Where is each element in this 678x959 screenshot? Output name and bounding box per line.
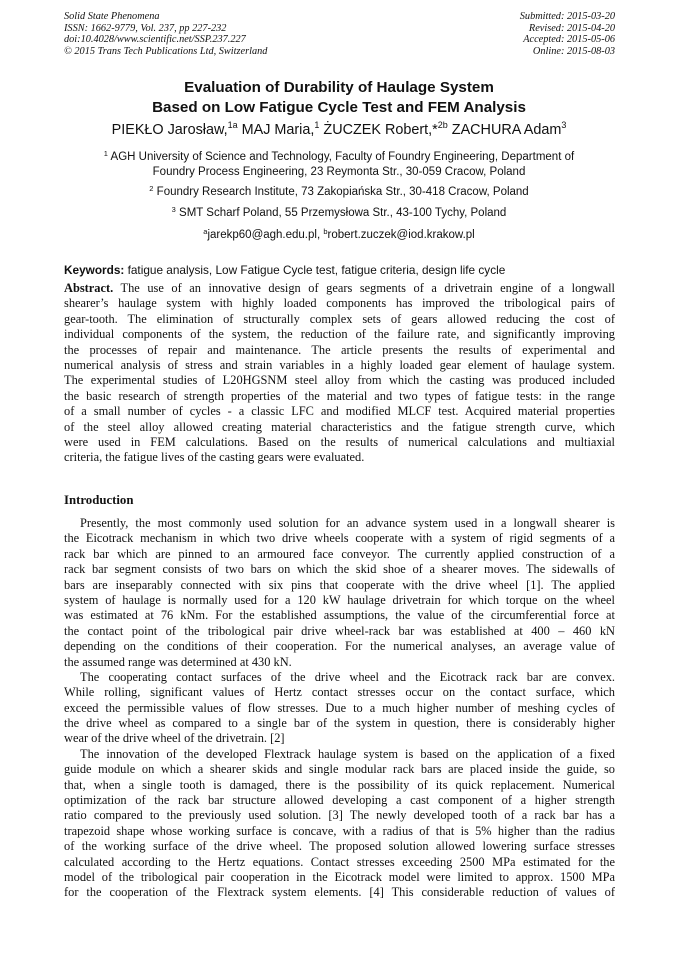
journal-header-right (520, 11, 615, 57)
paragraph-line: The cooperating contact surfaces of the drive wheel and the Eicotrack rack bar are convex. (80, 669, 615, 684)
author-affiliation-mark: 1 (314, 120, 320, 130)
email-address[interactable]: robert.zuczek@iod.krakow.pl (327, 229, 475, 241)
affiliation-1-line-1 (60, 150, 618, 165)
affiliation-3 (60, 206, 618, 221)
keywords-label: Keywords: (64, 263, 125, 277)
paragraph-line: optimization of the rack bar structure allowed developing a cast component of a higher strength (64, 793, 615, 808)
abstract-line: The experimental studies of L20HGSNM steel alloy from which the casting was produced included (64, 373, 615, 388)
paragraph-line: the Eicotrack mechanism in which two drive wheels cooperate with a system of rigid segments of a (64, 531, 615, 546)
introduction-body (64, 516, 615, 901)
affiliation-1 (60, 150, 618, 179)
paragraph-line: Presently, the most commonly used solution for an advance system used in a longwall shearer is (80, 516, 615, 530)
issn-line: ISSN: 1662-9779, Vol. 237, pp 227-232 (64, 22, 227, 34)
paragraph-line: trapezoid shape whose working surface is concave, with a radius of that is 5% higher than the radius (64, 823, 615, 838)
abstract (64, 281, 615, 466)
affiliation-text: SMT Scharf Poland, 55 Przemysłowa Str., 43-100 Tychy, Poland (175, 207, 507, 219)
paragraph-line: guide module on which a shearer skids and single modular rack bars are placed inside the guide, so (64, 762, 615, 777)
affiliation-2-line (60, 185, 618, 200)
section-heading-introduction: Introduction (64, 493, 134, 507)
paragraph-line: that, when a single tooth is damaged, there is the possibility of its quick replacement. Numerical (64, 777, 615, 792)
affiliation-text: AGH University of Science and Technology, Faculty of Foundry Engineering, Department of (107, 151, 575, 163)
abstract-line: of the steel alloy allowed creating material characteristics and the fatigue strength curve, which (64, 419, 615, 434)
paragraph-line: ratio compared to the previously used solution. [3] The newly developed tooth of a rack bar has a (64, 808, 615, 823)
author-name: ŻUCZEK Robert,* (319, 122, 438, 138)
paragraph-line: While rolling, significant values of Hertz contact stresses occur on the contact surface, which (64, 685, 615, 700)
author-name: MAJ Maria, (237, 122, 315, 138)
abstract-line: of a small number of cycles - a classic LFC and modified MLCF test. Acquired material properties (64, 404, 615, 419)
revised-date: Revised: 2015-04-20 (528, 22, 615, 34)
abstract-line-text: The use of an innovative design of gears segments of a drivetrain engine of a longwall (113, 281, 615, 295)
paragraph-line: exceed the permissible values of flow stresses. Due to a much higher number of meshing cycles of (64, 700, 615, 715)
affiliation-1-line-2: Foundry Process Engineering, 23 Reymonta Str., 30-059 Cracow, Poland (152, 165, 526, 178)
abstract-line: gear-tooth. The elimination of structurally complex sets of gears allowed reducing the cost of (64, 311, 615, 326)
title-line-1: Evaluation of Durability of Haulage System (184, 79, 494, 96)
abstract-line: the processes of repair and maintenance. The article presents the results of experimental and (64, 342, 615, 357)
affiliation-number: 3 (171, 205, 176, 214)
abstract-line (64, 281, 615, 296)
affiliation-2 (60, 185, 618, 200)
keywords-text: fatigue analysis, Low Fatigue Cycle test, fatigue criteria, design life cycle (124, 263, 506, 277)
paragraph-line: for the cooperation of the Flextrack system elements. [4] This considerable reduction of values of (64, 885, 615, 900)
title-line-2: Based on Low Fatigue Cycle Test and FEM Analysis (152, 98, 526, 116)
email-mark: b (323, 227, 328, 236)
abstract-line: numerical analysis of stress and strain variables in a highly loaded gear element of haulage system. (64, 357, 615, 372)
paragraph-line: The innovation of the developed Flextrack haulage system is based on the application of a fixed (80, 746, 615, 761)
journal-header-left (64, 11, 267, 57)
paper-title (60, 78, 618, 117)
affiliation-text: Foundry Research Institute, 73 Zakopiańska Str., 30-418 Cracow, Poland (153, 186, 529, 198)
paragraph-line: was estimated at 76 kNm. For the established assumptions, the value of the circumferential force at (64, 608, 615, 623)
paragraph-line: the drive wheel as compared to a single bar of the system in question, there is considerably higher (64, 716, 615, 731)
abstract-line: individual components of the system, the reduction of the failure rate, and significantly improving (64, 327, 615, 342)
submitted-date: Submitted: 2015-03-20 (519, 11, 615, 22)
paragraph-line: calculated according to the Hertz equations. Contact stresses exceeding 2500 MPa estimated for the (64, 854, 615, 869)
paragraph-line: of the working surface of the drive wheel. The proposed solution allowed lowering surface stresses (64, 839, 615, 854)
abstract-line: were used in FEM calculations. Based on the results of numerical calculations and multiaxial (64, 434, 615, 449)
accepted-date: Accepted: 2015-05-06 (523, 34, 615, 46)
emails-line (60, 228, 618, 243)
paragraph-line: the assumed range was determined at 430 kN. (64, 654, 292, 669)
abstract-line: criteria, the fatigue lives of the casting gears were evaluated. (64, 450, 365, 465)
paragraph-line: rack bar which are pinned to an armoured face conveyor. The currently applied construction of a (64, 546, 615, 561)
abstract-line: the basic research of strength properties of the material and two types of fatigue tests: in the range (64, 388, 615, 403)
affiliation-number: 1 (103, 149, 108, 158)
email-address[interactable]: jarekp60@agh.edu.pl, (207, 229, 324, 241)
paragraph-line: model of the tribological pair cooperation in the Eicotrack model were limited to approx. 1500 MPa (64, 869, 615, 884)
author-name: ZACHURA Adam (447, 122, 562, 138)
author-affiliation-mark: 1a (227, 120, 238, 130)
author-affiliation-mark: 3 (561, 120, 567, 130)
journal-name: Solid State Phenomena (64, 11, 160, 22)
affiliation-3-line (60, 206, 618, 221)
paragraph-line: rack bar segment consists of two bars on which the skid shoe of a shearer moves. The sidewalls of (64, 562, 615, 577)
abstract-line: shearer’s haulage system with highly loaded components has improved the tribological pairs of (64, 296, 615, 311)
author-emails (60, 228, 618, 243)
paragraph-line: depending on the conditions of their cooperation. For the numerical analyses, an average value of (64, 639, 615, 654)
author-name: PIEKŁO Jarosław, (111, 122, 228, 138)
paragraph-line: wear of the drive wheel of the drivetrain. [2] (64, 731, 285, 746)
doi-line: doi:10.4028/www.scientific.net/SSP.237.227 (64, 34, 246, 46)
abstract-label: Abstract. (64, 281, 114, 295)
email-mark: a (203, 227, 208, 236)
author-affiliation-mark: 2b (437, 120, 448, 130)
author-list (60, 122, 618, 138)
copyright-line: © 2015 Trans Tech Publications Ltd, Switzerland (64, 45, 268, 57)
affiliation-number: 2 (149, 184, 154, 193)
online-date: Online: 2015-08-03 (532, 45, 615, 57)
paragraph-line: system of haulage is normally used for a 120 kW haulage drivetrain for which torque on the wheel (64, 592, 615, 607)
paragraph-line: bars are inseparably connected with six pins that cooperate with the drive wheel [1]. The applied (64, 577, 615, 592)
keywords (64, 263, 505, 277)
paragraph-line: the contact point of the tribological pair drive wheel-rack bar was established at 400 – 460 kN (64, 623, 615, 638)
